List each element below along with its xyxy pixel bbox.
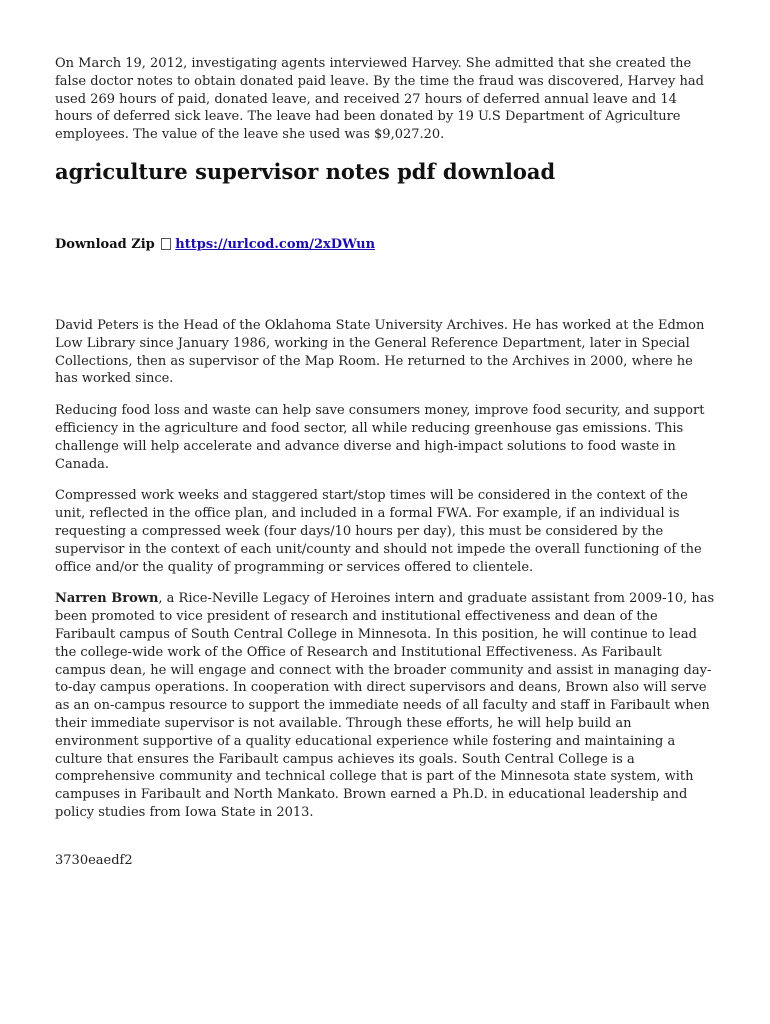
arrow-icon <box>161 238 171 250</box>
brown-text: , a Rice-Neville Legacy of Heroines intern and graduate assistant from 2009-10, has been promoted to vice president of research and institutional effectiveness and dean of the Faribault campus of South Central College in Minnesota. In this position, he will continue to lead the college-wide work of the Office of Research and Institutional Effectiveness. As Faribault campus dean, he will engage and connect with the broader community and assist in managing day-to-day campus operations. In cooperation with direct supervisors and deans, Brown also will serve as an on-campus resource to support the immediate needs of all faculty and staff in Faribault when their immediate supervisor is not available. Through these efforts, he will help build an environment supportive of a quality educational experience while fostering and maintaining a culture that ensures the Faribault campus achieves its goals. South Central College is a comprehensive community and technical college that is part of the Minnesota state system, with campuses in Faribault and North Mankato. Brown earned a Ph.D. in educational leadership and policy studies from Iowa State in 2013. <box>55 591 715 820</box>
page-title: agriculture supervisor notes pdf download <box>55 158 556 184</box>
paragraph-peters: David Peters is the Head of the Oklahoma State University Archives. He has worked at the Edmon Low Library since January 1986, working in the General Reference Department, later in Special Collections, then as supervisor of the Map Room. He returned to the Archives in 2000, where he has worked since. <box>55 317 705 387</box>
download-link[interactable]: https://urlcod.com/2xDWun <box>175 236 376 252</box>
paragraph-food-waste: Reducing food loss and waste can help save consumers money, improve food security, and support efficiency in the agriculture and food sector, all while reducing greenhouse gas emissions. This challenge will help accelerate and advance diverse and high-impact solutions to food waste in Canada. <box>55 403 705 472</box>
download-line <box>55 236 715 253</box>
paragraph-brown <box>55 590 715 821</box>
document-page <box>55 55 715 870</box>
intro-paragraph: On March 19, 2012, investigating agents interviewed Harvey. She admitted that she created the false doctor notes to obtain donated paid leave. By the time the fraud was discovered, Harvey had used 269 hours of paid, donated leave, and received 27 hours of deferred annual leave and 14 hours of deferred sick leave. The leave had been donated by 19 U.S Department of Agriculture employees. The value of the leave she used was $9,027.20. <box>55 56 704 143</box>
paragraph-compressed-weeks: Compressed work weeks and staggered start/stop times will be considered in the context of the unit, reflected in the office plan, and included in a formal FWA. For example, if an individual is requesting a compressed week (four days/10 hours per day), this must be considered by the supervisor in the context of each unit/county and should not impede the overall functioning of the office and/or the quality of programming or services offered to clientele. <box>55 488 702 575</box>
download-label: Download Zip <box>55 236 155 252</box>
code-string: 3730eaedf2 <box>55 852 133 868</box>
brown-name: Narren Brown <box>55 591 159 607</box>
